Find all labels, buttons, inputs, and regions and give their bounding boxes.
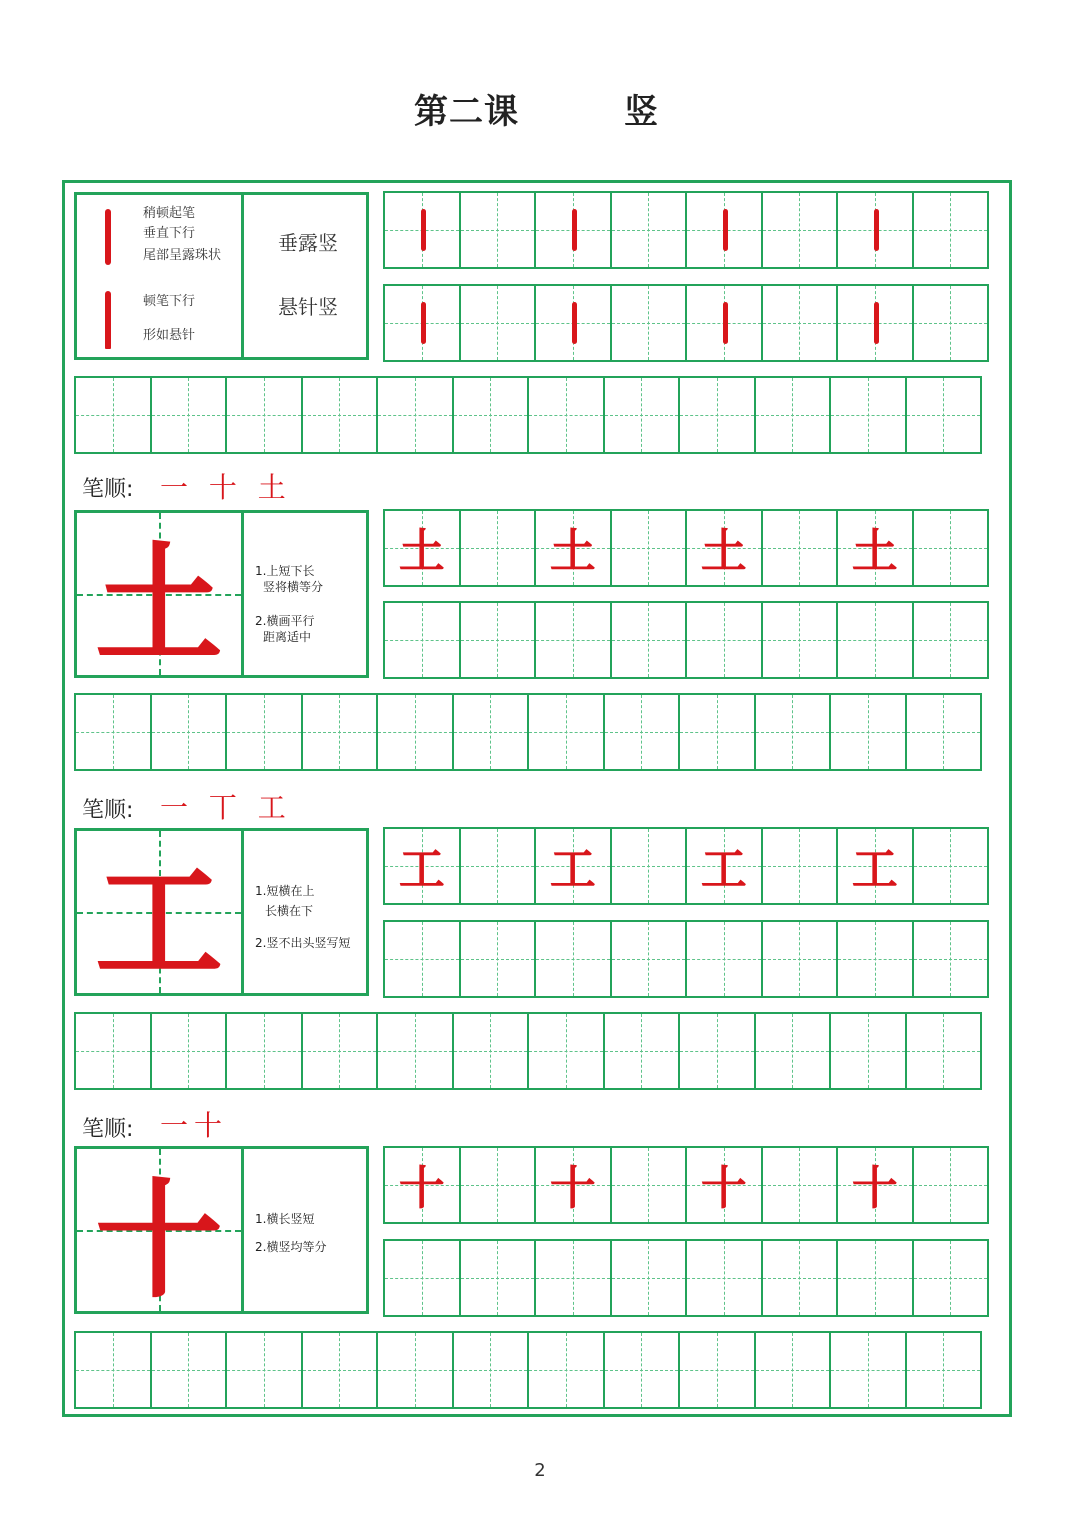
practice-cell[interactable]	[829, 693, 907, 771]
practice-row	[383, 920, 989, 998]
practice-cell[interactable]	[534, 827, 612, 905]
practice-cell[interactable]	[225, 693, 303, 771]
practice-cell[interactable]	[603, 376, 681, 454]
practice-cell[interactable]	[150, 1331, 228, 1409]
practice-cell[interactable]	[459, 509, 537, 587]
model-char-small: 土	[851, 524, 898, 578]
tip-2-3: 2.竖不出头竖写短	[255, 936, 351, 950]
practice-cell[interactable]	[754, 1331, 832, 1409]
practice-cell[interactable]	[376, 376, 454, 454]
practice-cell[interactable]	[836, 509, 914, 587]
practice-cell[interactable]	[459, 284, 537, 362]
practice-cell[interactable]	[527, 693, 605, 771]
practice-cell[interactable]	[534, 601, 612, 679]
practice-row	[74, 376, 982, 454]
model-char-small: 工	[851, 842, 898, 896]
practice-cell[interactable]	[225, 1012, 303, 1090]
vertical-needle-stroke-icon	[874, 302, 879, 344]
practice-cell[interactable]	[459, 920, 537, 998]
practice-cell[interactable]	[829, 1331, 907, 1409]
practice-cell[interactable]	[459, 827, 537, 905]
practice-row	[383, 284, 989, 362]
model-char-small: 土	[398, 524, 445, 578]
practice-cell[interactable]	[685, 1146, 763, 1224]
order-label-3: 笔顺:	[82, 1117, 134, 1142]
practice-cell[interactable]	[761, 827, 839, 905]
practice-cell[interactable]	[836, 284, 914, 362]
tips-box-2	[241, 828, 369, 996]
practice-cell[interactable]	[527, 376, 605, 454]
tip-1-1: 1.上短下长	[255, 564, 315, 578]
practice-cell[interactable]	[905, 376, 983, 454]
model-char-1: 土	[94, 530, 223, 680]
practice-cell[interactable]	[761, 191, 839, 269]
practice-cell[interactable]	[912, 827, 990, 905]
practice-cell[interactable]	[301, 1012, 379, 1090]
practice-cell[interactable]	[836, 920, 914, 998]
practice-cell[interactable]	[912, 191, 990, 269]
practice-cell[interactable]	[534, 1239, 612, 1317]
practice-cell[interactable]	[301, 693, 379, 771]
practice-cell[interactable]	[225, 376, 303, 454]
practice-cell[interactable]	[836, 827, 914, 905]
practice-cell[interactable]	[761, 601, 839, 679]
practice-cell[interactable]	[685, 284, 763, 362]
stroke-b-name: 悬针竖	[278, 295, 338, 319]
practice-cell[interactable]	[74, 1012, 152, 1090]
practice-cell[interactable]	[829, 1012, 907, 1090]
tips-box-3	[241, 1146, 369, 1314]
practice-cell[interactable]	[383, 601, 461, 679]
model-char-small: 十	[851, 1161, 898, 1215]
tip-3-2: 2.横竖均等分	[255, 1240, 327, 1254]
stroke-intro-panel	[74, 192, 244, 360]
practice-cell[interactable]	[905, 1331, 983, 1409]
model-char-3: 十	[94, 1166, 223, 1316]
tip-2-2: 长横在下	[265, 904, 314, 918]
practice-cell[interactable]	[603, 1012, 681, 1090]
practice-cell[interactable]	[685, 509, 763, 587]
practice-cell[interactable]	[603, 1331, 681, 1409]
practice-cell[interactable]	[610, 509, 688, 587]
practice-cell[interactable]	[761, 1146, 839, 1224]
order-label-1: 笔顺:	[82, 477, 134, 502]
practice-cell[interactable]	[459, 1146, 537, 1224]
stroke-b-desc-2: 形如悬针	[143, 328, 196, 343]
practice-cell[interactable]	[905, 693, 983, 771]
practice-cell[interactable]	[527, 1012, 605, 1090]
stroke-b-desc-1: 顿笔下行	[143, 294, 196, 309]
order-label-2: 笔顺:	[82, 798, 134, 823]
stroke-a-name: 垂露竖	[278, 231, 338, 255]
practice-row	[383, 1239, 989, 1317]
stroke-a-desc-2: 垂直下行	[143, 226, 196, 241]
practice-cell[interactable]	[912, 920, 990, 998]
order-chars-3: 一十	[160, 1109, 229, 1142]
practice-cell[interactable]	[383, 191, 461, 269]
practice-cell[interactable]	[376, 1331, 454, 1409]
model-char-box-3	[74, 1146, 244, 1314]
practice-cell[interactable]	[754, 693, 832, 771]
order-chars-2: 一 丅 工	[160, 791, 292, 824]
practice-cell[interactable]	[534, 284, 612, 362]
tips-box-1	[241, 510, 369, 678]
practice-cell[interactable]	[383, 284, 461, 362]
model-char-small: 十	[700, 1161, 747, 1215]
practice-cell[interactable]	[383, 1239, 461, 1317]
practice-cell[interactable]	[527, 1331, 605, 1409]
practice-row	[74, 1331, 982, 1409]
tip-1-2: 竖将横等分	[263, 580, 324, 594]
practice-cell[interactable]	[610, 601, 688, 679]
practice-cell[interactable]	[836, 191, 914, 269]
practice-cell[interactable]	[912, 601, 990, 679]
practice-cell[interactable]	[685, 191, 763, 269]
practice-cell[interactable]	[534, 509, 612, 587]
practice-cell[interactable]	[754, 376, 832, 454]
model-char-small: 工	[700, 842, 747, 896]
stroke-title: 竖	[624, 92, 658, 132]
tip-1-4: 距离适中	[263, 630, 312, 644]
order-chars-1: 一 十 土	[160, 471, 292, 504]
model-char-box-1	[74, 510, 244, 678]
practice-cell[interactable]	[534, 191, 612, 269]
practice-cell[interactable]	[761, 920, 839, 998]
practice-row	[383, 1146, 989, 1224]
practice-cell[interactable]	[610, 1146, 688, 1224]
practice-cell[interactable]	[610, 827, 688, 905]
practice-cell[interactable]	[610, 1239, 688, 1317]
practice-cell[interactable]	[685, 827, 763, 905]
model-char-small: 十	[549, 1161, 596, 1215]
practice-cell[interactable]	[459, 1239, 537, 1317]
practice-cell[interactable]	[74, 693, 152, 771]
tip-3-1: 1.横长竖短	[255, 1212, 315, 1226]
practice-cell[interactable]	[685, 1239, 763, 1317]
practice-cell[interactable]	[685, 601, 763, 679]
practice-cell[interactable]	[534, 920, 612, 998]
practice-cell[interactable]	[376, 693, 454, 771]
practice-cell[interactable]	[836, 1146, 914, 1224]
practice-cell[interactable]	[150, 1012, 228, 1090]
practice-row	[383, 509, 989, 587]
practice-cell[interactable]	[452, 376, 530, 454]
practice-row	[383, 601, 989, 679]
page-number: 2	[534, 1460, 546, 1481]
practice-cell[interactable]	[383, 509, 461, 587]
lesson-title: 第二课	[414, 92, 519, 132]
practice-cell[interactable]	[761, 1239, 839, 1317]
vertical-needle-stroke-icon	[421, 302, 426, 344]
practice-cell[interactable]	[452, 1331, 530, 1409]
vertical-dew-stroke-icon	[105, 209, 111, 265]
tip-2-1: 1.短横在上	[255, 884, 315, 898]
practice-cell[interactable]	[74, 376, 152, 454]
vertical-dew-stroke-icon	[874, 209, 879, 251]
page-title	[0, 84, 1080, 132]
practice-cell[interactable]	[459, 191, 537, 269]
model-char-small: 工	[398, 842, 445, 896]
vertical-needle-stroke-icon	[723, 302, 728, 344]
model-char-2: 工	[94, 848, 223, 998]
practice-cell[interactable]	[905, 1012, 983, 1090]
vertical-dew-stroke-icon	[723, 209, 728, 251]
practice-cell[interactable]	[761, 284, 839, 362]
practice-cell[interactable]	[610, 284, 688, 362]
stroke-name-panel	[241, 192, 369, 360]
practice-row	[74, 693, 982, 771]
practice-cell[interactable]	[836, 1239, 914, 1317]
practice-cell[interactable]	[383, 920, 461, 998]
vertical-dew-stroke-icon	[572, 209, 577, 251]
practice-cell[interactable]	[761, 509, 839, 587]
practice-row	[383, 191, 989, 269]
practice-cell[interactable]	[150, 693, 228, 771]
practice-cell[interactable]	[912, 1239, 990, 1317]
practice-cell[interactable]	[912, 1146, 990, 1224]
practice-cell[interactable]	[603, 693, 681, 771]
vertical-needle-stroke-icon	[572, 302, 577, 344]
practice-cell[interactable]	[452, 1012, 530, 1090]
practice-cell[interactable]	[225, 1331, 303, 1409]
practice-cell[interactable]	[678, 1331, 756, 1409]
model-char-box-2	[74, 828, 244, 996]
model-char-small: 工	[549, 842, 596, 896]
practice-cell[interactable]	[836, 601, 914, 679]
practice-row	[383, 827, 989, 905]
practice-cell[interactable]	[383, 1146, 461, 1224]
practice-cell[interactable]	[610, 191, 688, 269]
practice-row	[74, 1012, 982, 1090]
practice-cell[interactable]	[452, 693, 530, 771]
practice-cell[interactable]	[829, 376, 907, 454]
practice-cell[interactable]	[912, 284, 990, 362]
practice-cell[interactable]	[678, 1012, 756, 1090]
practice-cell[interactable]	[376, 1012, 454, 1090]
stroke-a-desc-1: 稍顿起笔	[143, 206, 196, 221]
stroke-a-desc-3: 尾部呈露珠状	[143, 248, 222, 263]
model-char-small: 十	[398, 1161, 445, 1215]
practice-cell[interactable]	[383, 827, 461, 905]
tip-1-3: 2.横画平行	[255, 614, 315, 628]
vertical-dew-stroke-icon	[421, 209, 426, 251]
practice-cell[interactable]	[150, 376, 228, 454]
practice-cell[interactable]	[610, 920, 688, 998]
practice-cell[interactable]	[678, 376, 756, 454]
practice-cell[interactable]	[534, 1146, 612, 1224]
practice-cell[interactable]	[74, 1331, 152, 1409]
practice-cell[interactable]	[685, 920, 763, 998]
model-char-small: 土	[700, 524, 747, 578]
model-char-small: 土	[549, 524, 596, 578]
practice-cell[interactable]	[459, 601, 537, 679]
practice-cell[interactable]	[754, 1012, 832, 1090]
practice-cell[interactable]	[301, 376, 379, 454]
practice-cell[interactable]	[912, 509, 990, 587]
vertical-needle-stroke-icon	[105, 291, 111, 349]
practice-cell[interactable]	[678, 693, 756, 771]
practice-cell[interactable]	[301, 1331, 379, 1409]
